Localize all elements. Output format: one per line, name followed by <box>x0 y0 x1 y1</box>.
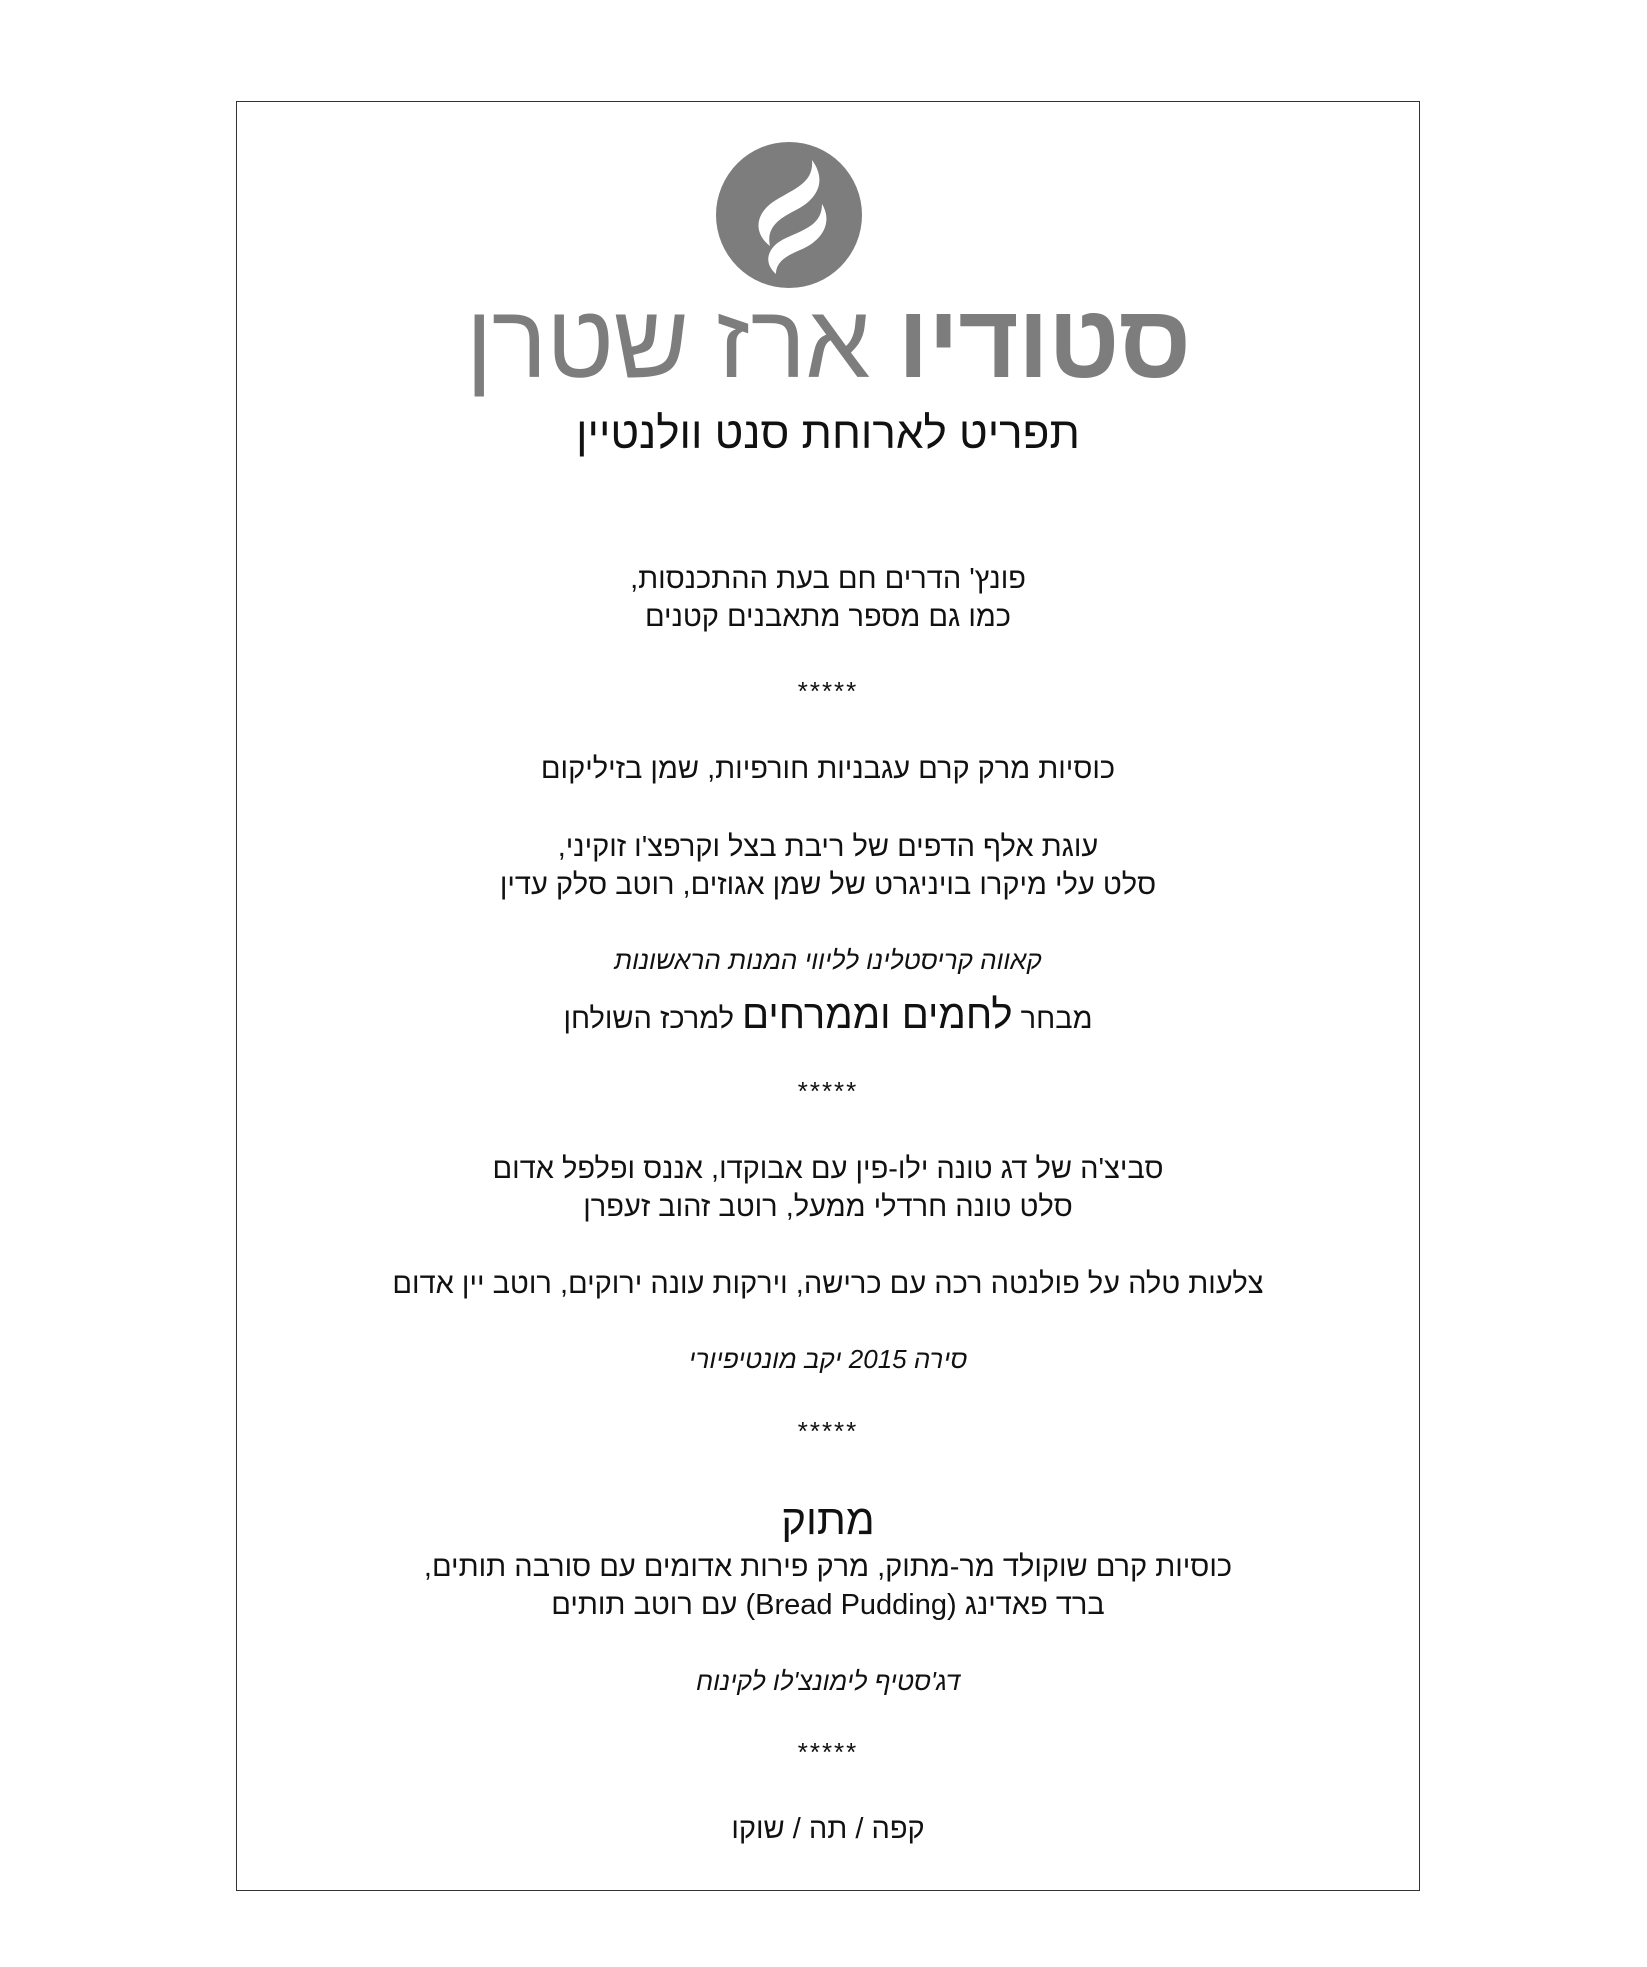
welcome-line-2: כמו גם מספר מתאבנים קטנים <box>644 601 1012 633</box>
breads-line <box>236 990 1420 1044</box>
flame-logo-icon <box>716 142 862 288</box>
wine-pairing-1: קאווה קריסטלינו לליווי המנות הראשונות <box>614 945 1042 975</box>
separator-4: ***** <box>797 1737 859 1767</box>
brand-name-regular: ארז שטרן <box>465 284 870 400</box>
separator-3: ***** <box>797 1416 859 1446</box>
drinks: קפה / תה / שוקו <box>731 1813 925 1845</box>
breads-highlight: לחמים וממרחים <box>742 993 1013 1037</box>
menu-title: תפריט לארוחת סנט וולנטיין <box>576 409 1080 458</box>
dessert-line-2: ברד פאדינג (Bread Pudding) עם רוטב תותים <box>551 1589 1105 1621</box>
separator-1: ***** <box>797 676 859 706</box>
main-line-2: צלעות טלה על פולנטה רכה עם כרישה, וירקות עונה ירוקים, רוטב יין אדום <box>392 1268 1264 1300</box>
starter-line-1: כוסיות מרק קרם עגבניות חורפיות, שמן בזיליקום <box>540 753 1116 785</box>
dessert-line-1: כוסיות קרם שוקולד מר-מתוק, מרק פירות אדומים עם סורבה תותים, <box>423 1551 1233 1583</box>
wine-pairing-2: סירה 2015 יקב מונטיפיורי <box>688 1344 968 1374</box>
starter-line-2a: עוגת אלף הדפים של ריבת בצל וקרפצ'ו זוקיני, <box>557 831 1099 863</box>
separator-2: ***** <box>797 1076 859 1106</box>
brand-name-bold: סטודיו <box>897 284 1191 400</box>
welcome-line-1: פונץ' הדרים חם בעת ההתכנסות, <box>630 563 1026 595</box>
main-line-1b: סלט טונה חרדלי ממעל, רוטב זהוב זעפרן <box>583 1191 1073 1223</box>
dessert-title: מתוק <box>781 1496 875 1543</box>
brand-name <box>236 282 1420 402</box>
digestif: דג'סטיף לימונצ'לו לקינוח <box>696 1666 960 1696</box>
starter-line-2b: סלט עלי מיקרו בויניגרט של שמן אגוזים, רוטב סלק עדין <box>499 869 1157 901</box>
breads-suffix: למרכז השולחן <box>563 1003 734 1035</box>
breads-prefix: מבחר <box>1020 1003 1093 1035</box>
main-line-1a: סביצ'ה של דג טונה ילו-פין עם אבוקדו, אננס ופלפל אדום <box>492 1153 1164 1185</box>
